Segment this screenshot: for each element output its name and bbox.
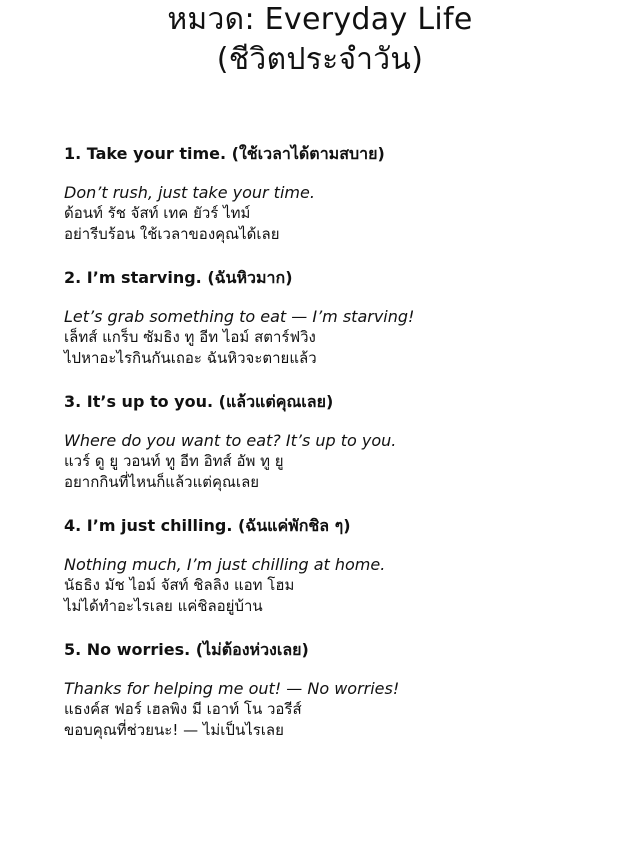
thai-translation: ไปหาอะไรกินกันเถอะ ฉันหิวจะตายแล้ว <box>64 349 317 367</box>
thai-transliteration: ด้อนท์ รัช จัสท์ เทค ยัวร์ ไทม์ <box>64 204 251 222</box>
thai-transliteration: เล็ทส์ แกร็บ ซัมธิง ทู อีท ไอม์ สตาร์ฟวิง <box>64 328 316 346</box>
example-sentence: Let’s grab something to eat — I’m starving! <box>64 307 415 326</box>
phrase-heading: 2. I’m starving. (ฉันหิวมาก) <box>64 268 293 287</box>
page-title-line-2: (ชีวิตประจำวัน) <box>216 42 424 77</box>
example-sentence: Don’t rush, just take your time. <box>64 183 315 202</box>
thai-transliteration: แวร์ ดู ยู วอนท์ ทู อีท อิทส์ อัพ ทู ยู <box>64 452 284 470</box>
thai-translation: อยากกินที่ไหนก็แล้วแต่คุณเลย <box>64 473 260 491</box>
thai-translation: อย่ารีบร้อน ใช้เวลาของคุณได้เลย <box>64 225 280 243</box>
phrase-item <box>64 638 624 762</box>
thai-translation: ขอบคุณที่ช่วยนะ! — ไม่เป็นไรเลย <box>64 721 284 739</box>
phrase-heading: 5. No worries. (ไม่ต้องห่วงเลย) <box>64 640 309 659</box>
phrase-item <box>64 266 624 390</box>
example-sentence: Thanks for helping me out! — No worries! <box>64 679 400 698</box>
phrase-item <box>64 142 624 266</box>
thai-translation: ไม่ได้ทำอะไรเลย แค่ชิลอยู่บ้าน <box>64 597 263 615</box>
thai-transliteration: แธงค์ส ฟอร์ เฮลพิง มี เอาท์ โน วอรีส์ <box>64 700 302 718</box>
phrase-item <box>64 390 624 514</box>
phrase-item <box>64 514 624 638</box>
example-sentence: Nothing much, I’m just chilling at home. <box>64 555 386 574</box>
example-sentence: Where do you want to eat? It’s up to you. <box>64 431 397 450</box>
page-title-line-1: หมวด: Everyday Life <box>167 2 473 37</box>
phrase-heading: 3. It’s up to you. (แล้วแต่คุณเลย) <box>64 392 334 411</box>
phrase-heading: 4. I’m just chilling. (ฉันแค่พักชิล ๆ) <box>64 516 351 535</box>
thai-transliteration: นัธธิง มัช ไอม์ จัสท์ ชิลลิง แอท โฮม <box>64 576 295 594</box>
page-title <box>0 0 640 80</box>
phrase-list <box>64 142 624 762</box>
phrase-heading: 1. Take your time. (ใช้เวลาได้ตามสบาย) <box>64 144 385 163</box>
